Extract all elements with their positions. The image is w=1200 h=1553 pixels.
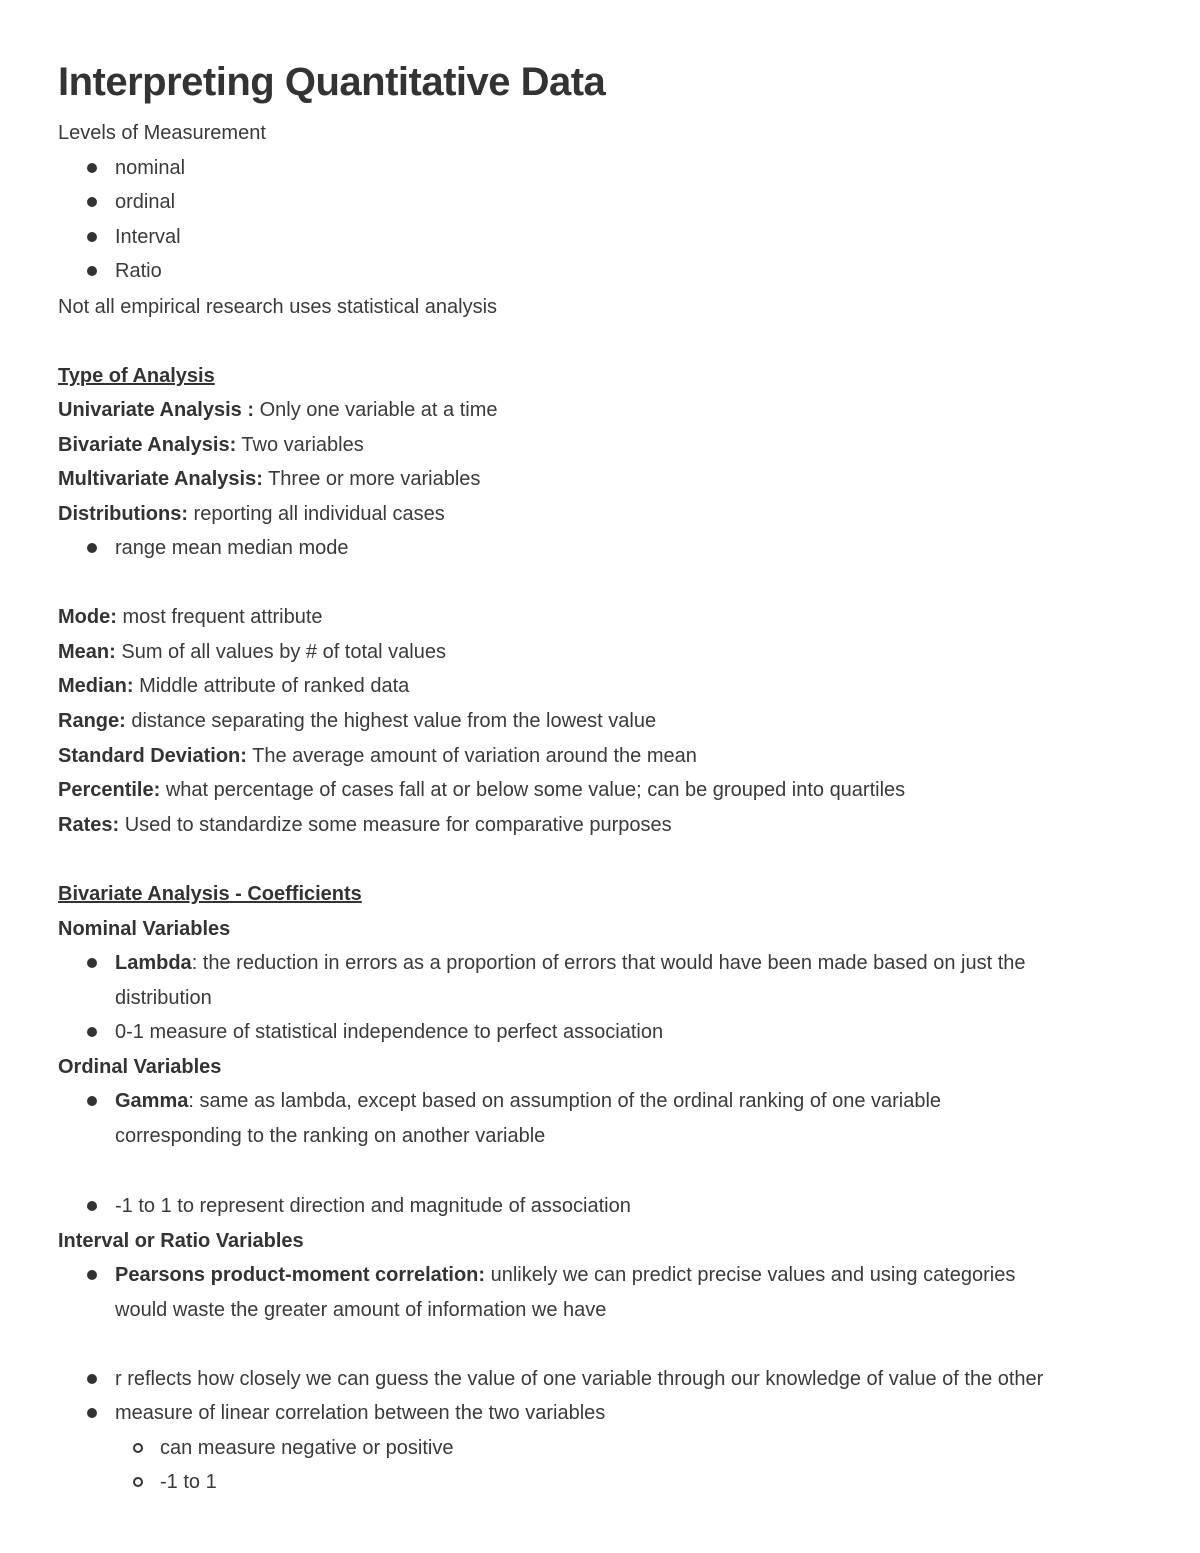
list-item-continuation: would waste the greater amount of information we have	[115, 1299, 607, 1321]
definition-term: Multivariate Analysis:	[58, 468, 263, 490]
nominal-heading	[58, 915, 230, 943]
definition-rates	[58, 811, 672, 839]
definition-desc: Sum of all values by # of total values	[115, 641, 446, 663]
bullet-icon	[87, 1408, 97, 1418]
subheading: Interval or Ratio Variables	[58, 1230, 304, 1252]
page-title: Interpreting Quantitative Data	[58, 60, 606, 104]
bullet-icon	[87, 232, 97, 242]
definition-term: Gamma	[115, 1090, 189, 1112]
list-item: nominal	[115, 157, 186, 179]
definition-term: Median:	[58, 675, 134, 697]
list-item-continuation: corresponding to the ranking on another variable	[115, 1125, 546, 1147]
definition-desc: : same as lambda, except based on assumption of the ordinal ranking of one variable	[188, 1090, 942, 1112]
sub-list-item: can measure negative or positive	[160, 1437, 454, 1459]
definition-univariate	[58, 396, 497, 424]
bullet-icon	[87, 958, 97, 968]
definition-desc: Two variables	[236, 434, 364, 456]
interval-heading	[58, 1227, 304, 1255]
definition-term: Pearsons product-moment correlation:	[115, 1264, 486, 1286]
definition-desc: Three or more variables	[262, 468, 481, 490]
ordinal-heading	[58, 1053, 221, 1081]
levels-note: Not all empirical research uses statistical analysis	[58, 296, 498, 318]
list-item-lambda	[115, 949, 1026, 977]
circle-bullet-icon	[133, 1477, 143, 1487]
list-item: Ratio	[115, 260, 162, 282]
list-item: Interval	[115, 226, 181, 248]
definition-distributions	[58, 500, 445, 528]
levels-heading: Levels of Measurement	[58, 122, 266, 144]
definition-percentile	[58, 776, 905, 804]
definition-term: Univariate Analysis :	[58, 399, 255, 421]
definition-term: Range:	[58, 710, 126, 732]
list-item-pearson	[115, 1261, 1015, 1289]
list-item: r reflects how closely we can guess the value of one variable through our knowledge of value of the other	[115, 1368, 1044, 1390]
definition-range	[58, 707, 656, 735]
definition-desc: Only one variable at a time	[254, 399, 498, 421]
subheading: Ordinal Variables	[58, 1056, 222, 1078]
bivariate-heading: Bivariate Analysis - Coefficients	[58, 883, 362, 905]
definition-desc: Used to standardize some measure for comparative purposes	[119, 814, 672, 836]
bullet-icon	[87, 266, 97, 276]
definition-desc: reporting all individual cases	[188, 503, 445, 525]
bullet-icon	[87, 197, 97, 207]
analysis-heading: Type of Analysis	[58, 365, 215, 387]
definition-term: Distributions:	[58, 503, 188, 525]
definition-term: Mode:	[58, 606, 117, 628]
circle-bullet-icon	[133, 1443, 143, 1453]
list-item: 0-1 measure of statistical independence to perfect association	[115, 1021, 664, 1043]
bullet-icon	[87, 1201, 97, 1211]
definition-desc: Middle attribute of ranked data	[133, 675, 410, 697]
definition-mean	[58, 638, 446, 666]
bullet-icon	[87, 1374, 97, 1384]
bullet-icon	[87, 1096, 97, 1106]
definition-term: Lambda	[115, 952, 192, 974]
list-item-gamma	[115, 1087, 941, 1115]
definition-mode	[58, 603, 323, 631]
definition-term: Rates:	[58, 814, 120, 836]
list-item: ordinal	[115, 191, 176, 213]
definition-desc: distance separating the highest value from the lowest value	[125, 710, 657, 732]
definition-desc: most frequent attribute	[116, 606, 323, 628]
definition-desc: The average amount of variation around the mean	[246, 745, 697, 767]
definition-desc: : the reduction in errors as a proportion of errors that would have been made based on just the	[191, 952, 1026, 974]
list-item-continuation: distribution	[115, 987, 212, 1009]
list-item: range mean median mode	[115, 537, 349, 559]
definition-term: Bivariate Analysis:	[58, 434, 237, 456]
sub-list-item: -1 to 1	[160, 1471, 217, 1493]
subheading: Nominal Variables	[58, 918, 231, 940]
list-item: -1 to 1 to represent direction and magnitude of association	[115, 1195, 631, 1217]
definition-desc: what percentage of cases fall at or below some value; can be grouped into quartiles	[160, 779, 906, 801]
definition-standard-deviation	[58, 742, 697, 770]
list-item: measure of linear correlation between the two variables	[115, 1402, 606, 1424]
definition-term: Percentile:	[58, 779, 161, 801]
bullet-icon	[87, 1270, 97, 1280]
definition-term: Mean:	[58, 641, 116, 663]
definition-term: Standard Deviation:	[58, 745, 247, 767]
definition-desc: unlikely we can predict precise values and using categories	[485, 1264, 1016, 1286]
bullet-icon	[87, 543, 97, 553]
definition-median	[58, 672, 409, 700]
bullet-icon	[87, 1027, 97, 1037]
bullet-icon	[87, 163, 97, 173]
definition-multivariate	[58, 465, 480, 493]
definition-bivariate	[58, 431, 364, 459]
